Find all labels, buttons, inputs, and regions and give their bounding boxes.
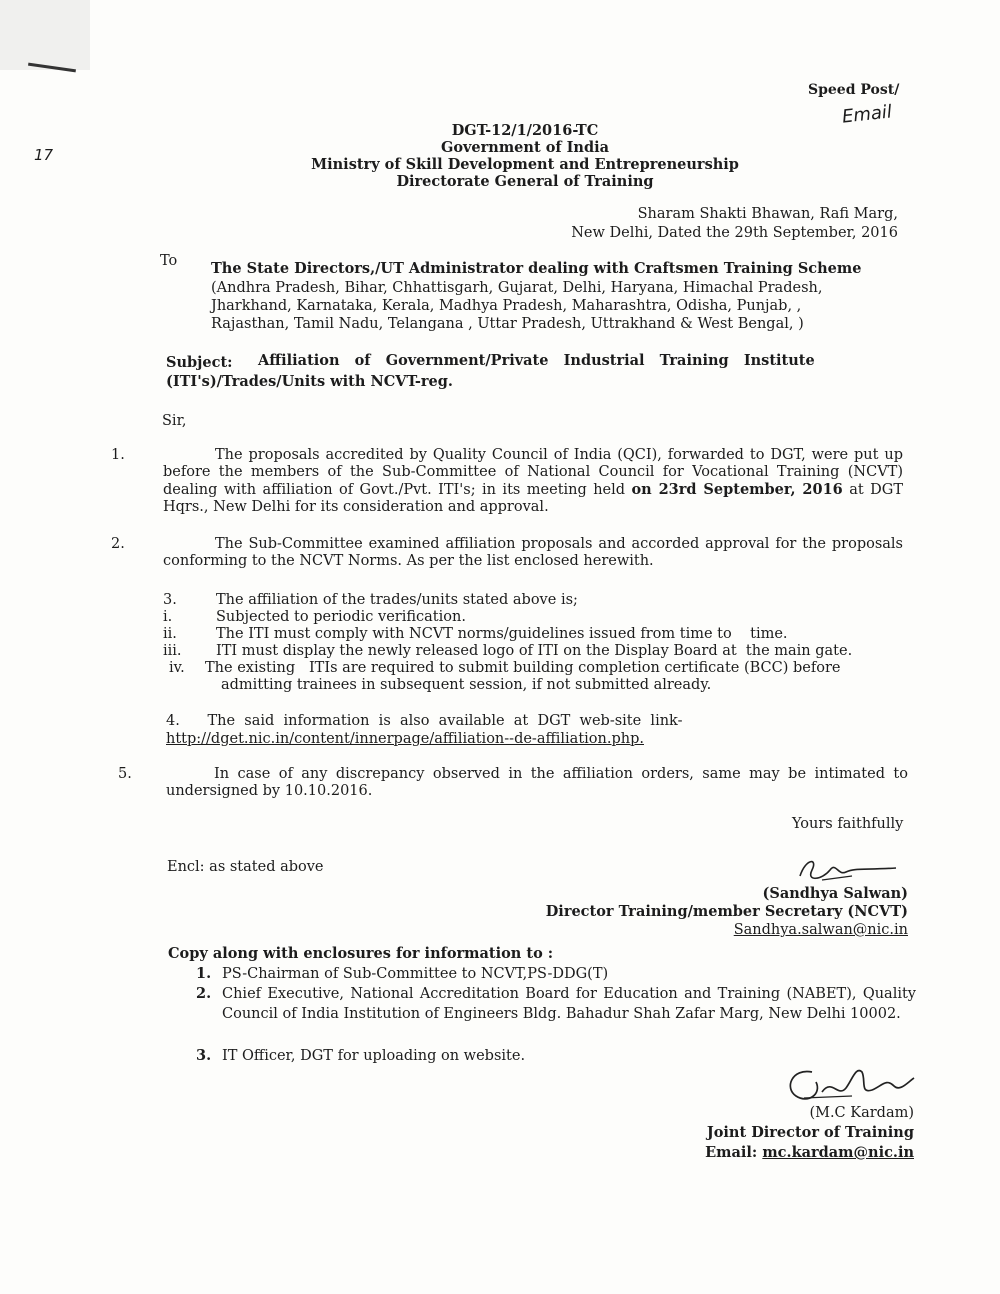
speed-post-label: Speed Post/ [808,82,900,98]
paragraph-1 [111,447,903,516]
signatory-2-email: mc.kardam@nic.in [762,1144,914,1161]
letter-header [300,122,750,190]
signatory-2-block [600,1103,914,1163]
scan-smudge [0,0,90,70]
list-item: iii. ITI must display the newly released logo of ITI on the Display Board at the main gate. [163,643,853,659]
signature-salwan [792,852,902,888]
signatory-1-block [500,885,908,939]
closing: Yours faithfully [792,816,904,832]
margin-page-number: 17 [34,146,54,164]
signatory-1-name: (Sandhya Salwan) [762,885,908,902]
list-item: i. Subjected to periodic verification. [163,609,466,625]
address-line: Sharam Shakti Bhawan, Rafi Marg, [637,206,898,222]
salutation: Sir, [162,413,187,429]
dgt-website-link[interactable]: http://dget.nic.in/content/innerpage/affiliation--de-affiliation.php. [166,731,644,747]
paragraph-3-intro [163,592,903,609]
copy-heading: Copy along with enclosures for information to : [168,945,554,962]
addressee-states [211,279,911,333]
signatory-1-email: Sandhya.salwan@nic.in [733,922,908,938]
subject-line-1: Affiliation of Government/Private Industrial Training Institute [258,352,815,369]
signatory-2-email-line [600,1143,914,1163]
sender-address [500,205,898,243]
meeting-date: on 23rd September, 2016 [631,481,843,498]
paragraph-3-intro-text: The affiliation of the trades/units stated above is; [216,592,578,608]
paragraph-5-text: In case of any discrepancy observed in the affiliation orders, same may be intimated to undersigned by 10.10.2016. [166,766,908,799]
subject-label: Subject: [166,354,233,371]
states-line-2: Jharkhand, Karnataka, Kerala, Madhya Pradesh, Maharashtra, Odisha, Punjab, , [211,298,802,314]
states-line-3: Rajasthan, Tamil Nadu, Telangana , Uttar Pradesh, Uttrakhand & West Bengal, ) [211,316,804,332]
signatory-1-designation: Director Training/member Secretary (NCVT) [545,903,908,920]
header-government: Government of India [440,139,610,156]
paragraph-2 [111,536,903,570]
paragraph-2-number: 2. [111,536,125,552]
enclosure-note: Encl: as stated above [167,859,324,875]
list-item: ii. The ITI must comply with NCVT norms/guidelines issued from time to time. [163,626,788,642]
date-line: New Delhi, Dated the 29th September, 2016 [571,225,898,241]
signatory-2-name: (M.C Kardam) [809,1105,914,1121]
paragraph-5-number: 5. [118,766,132,782]
list-item: iv. The existing ITIs are required to submit building completion certificate (BCC) before [169,660,841,676]
header-ministry: Ministry of Skill Development and Entrepreneurship [311,156,739,173]
paragraph-4 [166,713,906,729]
paragraph-5 [118,766,908,800]
signature-kardam [782,1058,922,1108]
signatory-2-designation: Joint Director of Training [706,1124,914,1141]
paragraph-1-text-end: at DGT Hqrs., New Delhi for its consideration and approval. [163,482,903,515]
email-label: Email: [705,1144,758,1161]
to-label: To [160,253,178,269]
addressee: The State Directors,/UT Administrator dealing with Craftsmen Training Scheme [211,260,862,277]
list-item-continuation: admitting trainees in subsequent session, if not submitted already. [221,677,712,693]
email-handwritten-note: Email [841,101,893,128]
paragraph-4-number: 4. [166,713,180,729]
file-number: DGT-12/1/2016-TC [451,122,599,139]
header-directorate: Directorate General of Training [396,173,654,190]
paragraph-1-number: 1. [111,447,125,463]
paragraph-4-text: The said information is also available at DGT web-site link- [207,713,683,729]
subject-line-2: (ITI's)/Trades/Units with NCVT-reg. [166,373,453,390]
paragraph-3-number: 3. [163,592,177,608]
paragraph-1-text: The proposals accredited by Quality Council of India (QCI), forwarded to DGT, were put up before the members of the Sub-Committee of National Council for Vocational Training (NCVT) dealing with affiliation of Govt./Pvt. ITI's; in its meeting held [163,447,903,498]
states-line-1: (Andhra Pradesh, Bihar, Chhattisgarh, Gujarat, Delhi, Haryana, Himachal Pradesh, [211,280,823,296]
paragraph-2-text: The Sub-Committee examined affiliation proposals and accorded approval for the proposals conforming to the NCVT Norms. As per the list enclosed herewith. [163,536,903,569]
